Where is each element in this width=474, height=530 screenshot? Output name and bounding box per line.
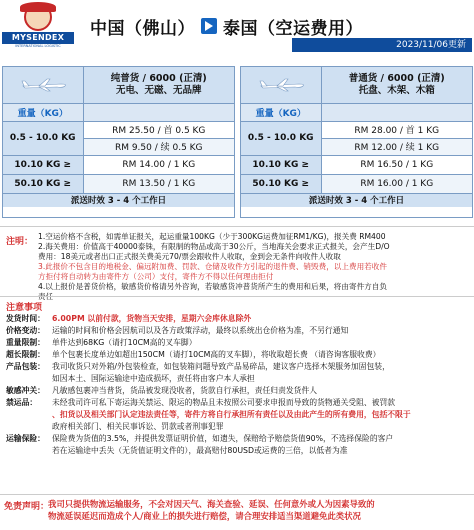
- attention-row: [6, 434, 470, 444]
- continued-weight-price: RM 9.50 / 续 0.5 KG: [83, 138, 234, 155]
- plane-cell: [241, 67, 321, 103]
- note-line: 方拒付将自动转为由寄件方（公司）支付，寄件方不得以任何理由拒付: [38, 272, 274, 281]
- attention-row: [6, 326, 470, 336]
- delivery-time: 派送时效 3 - 4 个工作日: [241, 193, 472, 207]
- price-panels: [0, 66, 474, 218]
- first-weight-price: RM 25.50 / 首 0.5 KG: [83, 121, 234, 138]
- weight-header: 重量（KG）: [3, 103, 83, 121]
- unit-price: RM 14.00 / 1 KG: [83, 155, 234, 174]
- attention-row: [6, 446, 470, 456]
- note-line: 3.此报价不包含目的地税金、偏远附加费、罚款、仓储及收件方引起的退件费、销毁费，以上费用若收件: [38, 262, 387, 271]
- attention-label: 发货时间：: [6, 314, 45, 323]
- panel-title-line2: 托盘、木架、木箱: [358, 84, 435, 96]
- airplane-icon: [259, 78, 305, 92]
- weight-range: 50.10 KG ≥: [241, 174, 321, 193]
- attention-text: 如因本土、国际运输途中造成损坏，责任将由客户本人承担: [52, 374, 255, 383]
- attention-text: 保险费为货值的3.5%，并提供发票证明价值，如遗失，保赔给予赔偿货值90%，不选择保险的客户: [52, 434, 394, 443]
- plane-cell: [3, 67, 83, 103]
- attention-row: [6, 398, 470, 408]
- origin-label: 中国（佛山）: [90, 18, 195, 39]
- weight-range: 10.10 KG ≥: [241, 155, 321, 174]
- disclaimer-label: 免责声明：: [4, 502, 50, 512]
- price-panel-ordinary: [240, 66, 473, 218]
- destination-label: 泰国（空运费用）: [223, 18, 363, 39]
- logo-wordmark: MYSENDEX: [2, 32, 74, 44]
- attention-row: [6, 314, 470, 324]
- attention-row: [6, 422, 470, 432]
- disclaimer-section: [0, 497, 474, 530]
- attention-text: 单个包裹长度单边如超出150CM（请打10CM高的叉车脚），将收取超长费 （请咨询客服收费）: [52, 350, 381, 359]
- weight-range: 0.5 - 10.0 KG: [241, 121, 321, 155]
- attention-label: 重量限制：: [6, 338, 45, 347]
- attention-text: 政府相关部门、相关民事诉讼、罚款或者刑事犯罪: [52, 422, 224, 431]
- weight-range: 50.10 KG ≥: [3, 174, 83, 193]
- weight-header-blank: [83, 103, 234, 121]
- arrow-right-icon: [201, 18, 217, 34]
- disclaimer-line: 我司只提供物流运输服务，不会对因天气、海关查验、延误、任何意外或人为因素导致的: [48, 499, 375, 509]
- attention-label: 禁运品：: [6, 398, 38, 407]
- attention-row: [6, 386, 470, 396]
- note-line: 2.海关费用：价值高于40000泰铢，有限制的物品或高于30公斤，当地海关会要求正式报关，会产生D/O: [38, 242, 390, 251]
- panel-title: [321, 67, 472, 103]
- weight-header: 重量（KG）: [241, 103, 321, 121]
- attention-row: [6, 350, 470, 360]
- notes-label: 注明：: [6, 237, 34, 247]
- logo-subtitle: INTERNATIONAL LOGISTIC: [15, 44, 61, 48]
- attention-text: 我司收货只对外箱/外包装检查，如包装箱问题导致产品易碎品，建议客户选择木架服务加固包装，: [52, 362, 390, 371]
- panel-title-line1: 纯普货 / 6000 (正清): [110, 72, 207, 84]
- notes-section: [0, 232, 474, 294]
- panel-title: [83, 67, 234, 103]
- attention-section: [0, 300, 474, 496]
- company-logo: [2, 2, 74, 48]
- disclaimer-body: [48, 498, 468, 522]
- unit-price: RM 16.50 / 1 KG: [321, 155, 472, 174]
- note-line: 费用：18美元或者出口正式报关费美元70/票会跟收件人收取，金到会无条件向收件人收取: [38, 252, 341, 261]
- attention-title: 注意事项: [6, 303, 43, 313]
- weight-range: 10.10 KG ≥: [3, 155, 83, 174]
- attention-text: 6.00PM 以前付款，货物当天安排，星期六会库休息除外: [52, 314, 252, 323]
- delivery-time: 派送时效 3 - 4 个工作日: [3, 193, 234, 207]
- continued-weight-price: RM 12.00 / 续 1 KG: [321, 138, 472, 155]
- weight-range: 0.5 - 10.0 KG: [3, 121, 83, 155]
- panel-title-line1: 普通货 / 6000 (正清): [348, 72, 445, 84]
- unit-price: RM 13.50 / 1 KG: [83, 174, 234, 193]
- attention-row: [6, 338, 470, 348]
- mascot-hat-icon: [20, 2, 56, 12]
- attention-label: 运输保险：: [6, 434, 45, 443]
- attention-label: 价格变动：: [6, 326, 45, 335]
- panel-title-line2: 无电、无磁、无品牌: [115, 84, 202, 96]
- notes-body: [38, 232, 468, 302]
- attention-label: 产品包装：: [6, 362, 45, 371]
- disclaimer-line: 物流延误延迟而造成个人/商业上的损失进行赔偿，请合理安排适当渠道避免此类状况: [48, 511, 361, 521]
- price-table: [3, 67, 234, 207]
- price-panel-general: [2, 66, 235, 218]
- airplane-icon: [21, 78, 67, 92]
- attention-row: [6, 362, 470, 372]
- attention-text: 、扣货以及相关部门认定违法责任等，寄件方将自行承担所有责任以及由此产生的所有费用，包括不限于: [52, 410, 411, 419]
- attention-row: [6, 374, 470, 384]
- unit-price: RM 16.00 / 1 KG: [321, 174, 472, 193]
- note-line: 4.以上报价是普货价格，敏感货价格请另外咨询，若敏感货冲普货所产生的费用和后果，将由寄件方自负: [38, 282, 387, 291]
- attention-label: 超长限制：: [6, 350, 45, 359]
- attention-text: 未经我司许可私下寄运海关禁运、限运的物品且未按照公司要求申报而导致的货物通关受阻、被罚款: [52, 398, 396, 407]
- update-date: 2023/11/06更新: [292, 38, 472, 52]
- section-divider: [0, 494, 474, 495]
- page-header: [0, 0, 474, 50]
- section-divider: [0, 296, 474, 297]
- attention-text: 单件达到68KG（请打10CM高的叉车脚）: [52, 338, 197, 347]
- weight-header-blank: [321, 103, 472, 121]
- note-line: 1.空运价格不含税，如需单证报关，起运重量100KG（少于300KG运费加征RM1/KG)，报关费 RM400: [38, 232, 386, 241]
- attention-text: 凡敏感包裹冲当普货，货品被发现没收者，货款自行承担，责任归责发货件人: [52, 386, 318, 395]
- attention-label: 敏感冲关：: [6, 386, 45, 395]
- first-weight-price: RM 28.00 / 首 1 KG: [321, 121, 472, 138]
- route-title: [90, 14, 363, 38]
- attention-text: 若在运输途中丢失（无货值证明文件的），最高赔付80USD或运费的三倍，以低者为准: [52, 446, 348, 455]
- section-divider: [0, 226, 474, 227]
- price-table: [241, 67, 472, 207]
- attention-row: [6, 410, 470, 420]
- attention-text: 运输的时间和价格会因航司以及各方政策浮动，最终以系统出仓价格为准，不另行通知: [52, 326, 349, 335]
